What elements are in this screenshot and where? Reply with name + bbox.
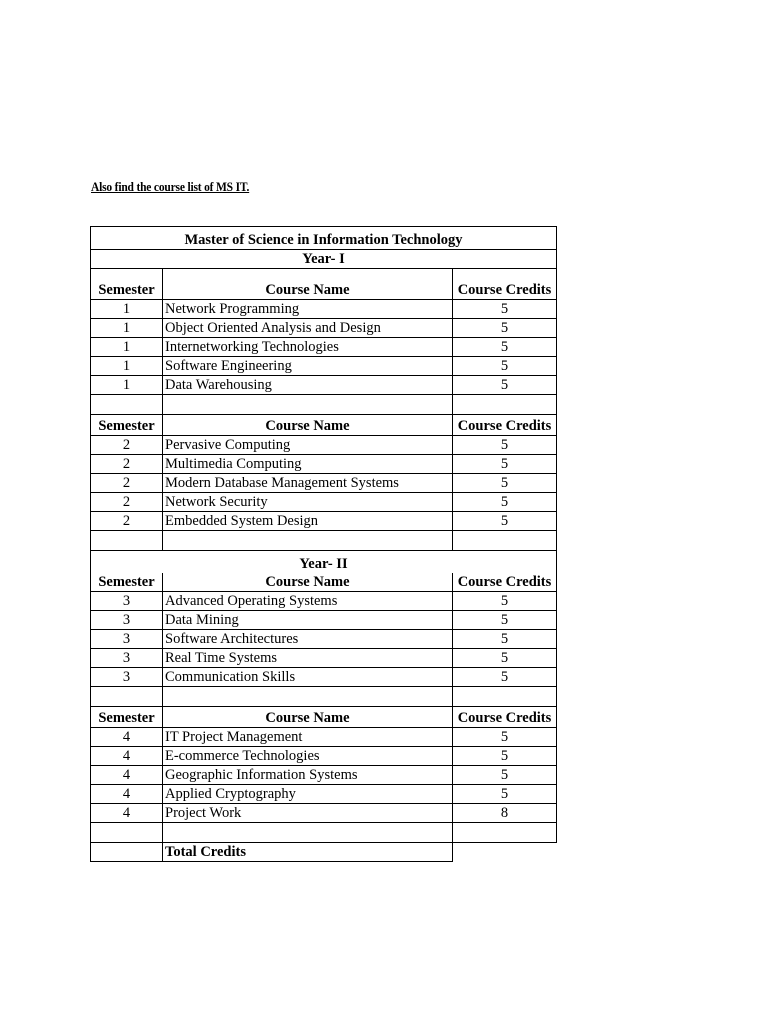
blank-cell (163, 823, 453, 843)
course-name: Network Security (163, 493, 453, 512)
course-row (91, 319, 557, 338)
course-credits: 5 (453, 436, 557, 455)
course-name: Internetworking Technologies (163, 338, 453, 357)
blank-row (91, 823, 557, 843)
total-blank-cell (91, 843, 163, 862)
course-credits-column-header: Course Credits (453, 573, 557, 592)
year-2-label: Year- II (91, 551, 557, 574)
semester-column-header: Semester (91, 415, 163, 436)
course-credits: 5 (453, 357, 557, 376)
course-credits: 5 (453, 785, 557, 804)
course-name: Communication Skills (163, 668, 453, 687)
blank-cell (91, 687, 163, 707)
course-row (91, 512, 557, 531)
course-row (91, 300, 557, 319)
course-name-column-header: Course Name (163, 707, 453, 728)
semester-header-row (91, 415, 557, 436)
course-row (91, 630, 557, 649)
course-credits: 5 (453, 668, 557, 687)
blank-cell (91, 531, 163, 551)
semester-number: 3 (91, 611, 163, 630)
course-name-column-header: Course Name (163, 269, 453, 300)
semester-number: 3 (91, 630, 163, 649)
course-credits: 5 (453, 512, 557, 531)
course-credits: 8 (453, 804, 557, 823)
course-credits: 5 (453, 338, 557, 357)
course-credits: 5 (453, 611, 557, 630)
course-name: Geographic Information Systems (163, 766, 453, 785)
course-name: Modern Database Management Systems (163, 474, 453, 493)
course-row (91, 357, 557, 376)
semester-number: 2 (91, 493, 163, 512)
course-row (91, 728, 557, 747)
course-credits: 5 (453, 300, 557, 319)
course-credits: 5 (453, 747, 557, 766)
course-name: Data Warehousing (163, 376, 453, 395)
course-credits: 5 (453, 493, 557, 512)
semester-number: 1 (91, 376, 163, 395)
blank-cell (163, 687, 453, 707)
blank-cell (453, 687, 557, 707)
course-row (91, 747, 557, 766)
course-row (91, 766, 557, 785)
semester-header-row (91, 573, 557, 592)
semester-number: 1 (91, 338, 163, 357)
semester-number: 2 (91, 474, 163, 493)
course-name: Software Engineering (163, 357, 453, 376)
course-credits-column-header: Course Credits (453, 269, 557, 300)
semester-number: 4 (91, 747, 163, 766)
blank-cell (91, 823, 163, 843)
course-name: Multimedia Computing (163, 455, 453, 474)
course-credits-column-header: Course Credits (453, 415, 557, 436)
course-credits: 5 (453, 630, 557, 649)
course-row (91, 455, 557, 474)
intro-text: Also find the course list of MS IT. (91, 180, 250, 194)
blank-cell (91, 395, 163, 415)
course-table-body (91, 227, 557, 862)
total-credits-row (91, 843, 557, 862)
table-title-row (91, 227, 557, 250)
course-row (91, 785, 557, 804)
course-name-column-header: Course Name (163, 573, 453, 592)
blank-cell (453, 531, 557, 551)
semester-number: 2 (91, 455, 163, 474)
semester-number: 4 (91, 766, 163, 785)
semester-number: 4 (91, 785, 163, 804)
blank-cell (163, 395, 453, 415)
semester-number: 1 (91, 319, 163, 338)
semester-number: 3 (91, 668, 163, 687)
blank-row (91, 687, 557, 707)
course-row (91, 474, 557, 493)
course-credits-column-header: Course Credits (453, 707, 557, 728)
course-name: E-commerce Technologies (163, 747, 453, 766)
blank-row (91, 395, 557, 415)
course-table (90, 226, 557, 862)
year-2-row (91, 551, 557, 574)
course-row (91, 592, 557, 611)
course-name: Real Time Systems (163, 649, 453, 668)
course-name: Data Mining (163, 611, 453, 630)
semester-column-header: Semester (91, 573, 163, 592)
semester-column-header: Semester (91, 269, 163, 300)
semester-number: 2 (91, 436, 163, 455)
course-name: Pervasive Computing (163, 436, 453, 455)
blank-cell (453, 823, 557, 843)
course-row (91, 376, 557, 395)
semester-header-row (91, 269, 557, 300)
course-name: Applied Cryptography (163, 785, 453, 804)
course-credits: 5 (453, 376, 557, 395)
course-name: Software Architectures (163, 630, 453, 649)
course-name: Embedded System Design (163, 512, 453, 531)
semester-number: 3 (91, 649, 163, 668)
course-name: Object Oriented Analysis and Design (163, 319, 453, 338)
semester-number: 3 (91, 592, 163, 611)
total-credits-label: Total Credits (163, 843, 453, 862)
course-credits: 5 (453, 319, 557, 338)
semester-number: 1 (91, 300, 163, 319)
course-name: Advanced Operating Systems (163, 592, 453, 611)
total-credits-value (453, 843, 557, 862)
course-credits: 5 (453, 728, 557, 747)
semester-number: 2 (91, 512, 163, 531)
course-name: IT Project Management (163, 728, 453, 747)
course-credits: 5 (453, 474, 557, 493)
semester-number: 4 (91, 728, 163, 747)
course-credits: 5 (453, 649, 557, 668)
semester-number: 4 (91, 804, 163, 823)
year-1-row (91, 250, 557, 269)
course-name-column-header: Course Name (163, 415, 453, 436)
blank-cell (453, 395, 557, 415)
blank-cell (163, 531, 453, 551)
course-credits: 5 (453, 766, 557, 785)
semester-column-header: Semester (91, 707, 163, 728)
semester-header-row (91, 707, 557, 728)
semester-number: 1 (91, 357, 163, 376)
course-row (91, 338, 557, 357)
course-name: Project Work (163, 804, 453, 823)
course-row (91, 804, 557, 823)
year-1-label: Year- I (91, 250, 557, 269)
course-row (91, 611, 557, 630)
course-row (91, 668, 557, 687)
course-row (91, 436, 557, 455)
blank-row (91, 531, 557, 551)
course-name: Network Programming (163, 300, 453, 319)
course-credits: 5 (453, 592, 557, 611)
course-credits: 5 (453, 455, 557, 474)
course-row (91, 649, 557, 668)
table-title: Master of Science in Information Technology (91, 227, 557, 250)
course-row (91, 493, 557, 512)
